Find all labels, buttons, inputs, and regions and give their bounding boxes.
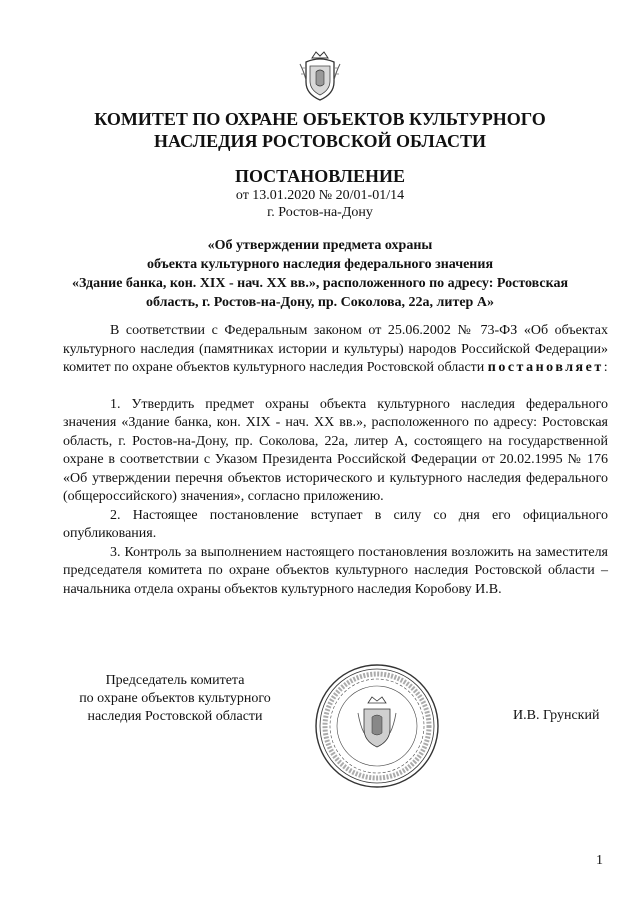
signer-title (60, 672, 290, 726)
document-subject (0, 236, 640, 312)
signer-title-line-2: по охране объектов культурного (79, 691, 271, 706)
subject-line-2: объекта культурного наследия федерального значения (146, 257, 494, 272)
document-city: г. Ростов-на-Дону (267, 205, 373, 220)
subject-line-4: область, г. Ростов-на-Дону, пр. Соколова, 22а, литер А» (146, 295, 494, 310)
signer-name: И.В. Грунский (513, 708, 600, 723)
organization-title (0, 108, 640, 152)
official-seal (314, 663, 440, 789)
signer-title-line-3: наследия Ростовской области (87, 709, 263, 724)
preamble-paragraph (63, 322, 608, 378)
preamble-text: В соответствии с Федеральным законом от 25.06.2002 № 73-ФЗ «Об объектах культурного наследия (памятниках истории и культуры) народов Российской Федерации» комитет по охране объектов культурного наследия Ростовской области (63, 323, 608, 375)
document-date-number: от 13.01.2020 № 20/01-01/14 (235, 188, 405, 203)
clause-3: 3. Контроль за выполнением настоящего постановления возложить на заместителя председателя комитета по охране объектов культурного наследия Ростовской области – начальника отдела охраны объектов культурного наследия Коробову И.В. (63, 544, 608, 597)
coat-of-arms-icon (298, 50, 342, 102)
organization-title-line-2: НАСЛЕДИЯ РОСТОВСКОЙ ОБЛАСТИ (154, 131, 486, 151)
organization-title-line-1: КОМИТЕТ ПО ОХРАНЕ ОБЪЕКТОВ КУЛЬТУРНОГО (94, 109, 546, 129)
document-body (63, 322, 608, 599)
signer-title-line-1: Председатель комитета (105, 673, 245, 688)
subject-line-3: «Здание банка, кон. XIX - нач. XX вв.», расположенного по адресу: Ростовская (71, 276, 569, 291)
clause-2: 2. Настоящее постановление вступает в силу со дня его официального опубликования. (63, 507, 608, 541)
decree-word: постановляет (487, 360, 604, 375)
clause-1: 1. Утвердить предмет охраны объекта культурного наследия федерального значения «Здание банка, кон. XIX - нач. XX вв.», расположенного по адресу: Ростовская область, г. Ростов-на-Дону, пр. Соколова, 22а, литер А, состоящего на государственной охране в соответствии с Указом Президента Российской Федерации от 20.02.1995 № 176 «Об утверждении перечня объектов исторического и культурного наследия федерального (общероссийского) значения», согласно приложению. (63, 396, 608, 504)
subject-line-1: «Об утверждении предмета охраны (207, 238, 433, 253)
decree-colon: : (603, 360, 608, 375)
document-type: ПОСТАНОВЛЕНИЕ (234, 166, 406, 186)
page-number: 1 (596, 853, 603, 868)
